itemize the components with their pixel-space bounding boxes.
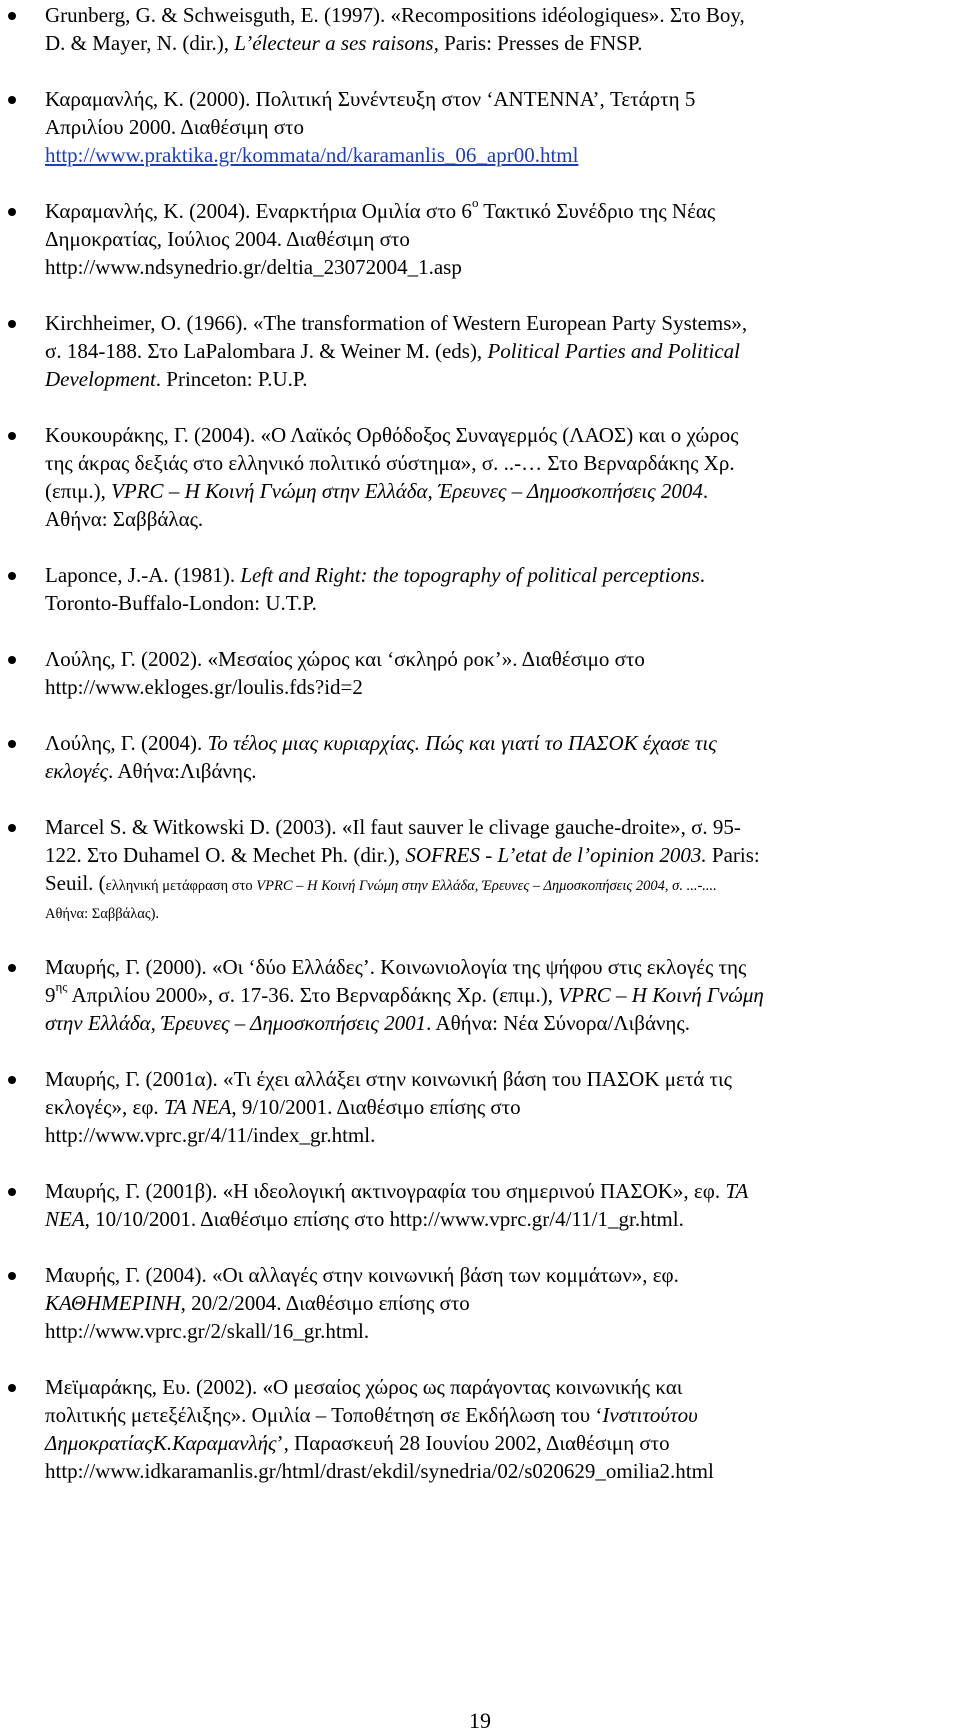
reference-line bbox=[45, 644, 935, 675]
reference-text: SOFRES - L’etat de l’opinion 2003. bbox=[405, 843, 707, 867]
reference-text: Καραμανλής, Κ. (2004). Εναρκτήρια Ομιλία στο 6 bbox=[45, 199, 472, 223]
reference-text: Development bbox=[45, 367, 156, 391]
bullet-icon bbox=[8, 572, 16, 580]
reference-line bbox=[45, 728, 935, 759]
reference-text: , 10/10/2001. Διαθέσιμο επίσης στο http://www.vprc.gr/4/11/1_gr.html. bbox=[84, 1207, 684, 1231]
reference-text: Απριλίου 2000», σ. 17-36. Στο Βερναρδάκης Χρ. (επιμ.), bbox=[67, 983, 559, 1007]
reference-text: στην Ελλάδα, Έρευνες – Δημοσκοπήσεις 2001 bbox=[45, 1011, 427, 1035]
reference-text: Paris: bbox=[706, 843, 760, 867]
reference-text: , 20/2/2004. Διαθέσιμο επίσης στο bbox=[180, 1291, 470, 1315]
reference-text: Left and Right: the topography of political perceptions bbox=[240, 563, 700, 587]
reference-text: ΝΕΑ bbox=[45, 1207, 85, 1231]
reference-line bbox=[45, 224, 935, 255]
reference-text: http://www.ekloges.gr/loulis.fds?id=2 bbox=[45, 675, 363, 699]
reference-text: Λούλης, Γ. (2002). «Μεσαίος χώρος και ‘σκληρό ροκ’». Διαθέσιμο στο bbox=[45, 647, 645, 671]
reference-text: ης bbox=[55, 979, 68, 994]
reference-text: http://www.ndsynedrio.gr/deltia_23072004_1.asp bbox=[45, 255, 462, 279]
reference-line bbox=[45, 0, 935, 31]
reference-line bbox=[45, 896, 935, 930]
reference-line bbox=[45, 1316, 935, 1347]
reference-line bbox=[45, 980, 935, 1011]
reference-line bbox=[45, 504, 935, 535]
reference-line bbox=[45, 1400, 935, 1431]
reference-line bbox=[45, 1204, 935, 1235]
reference-text: ΤΑ ΝΕΑ bbox=[163, 1095, 232, 1119]
bullet-icon bbox=[8, 1272, 16, 1280]
reference-line bbox=[45, 252, 935, 283]
reference-text: Το τέλος μιας κυριαρχίας. Πώς και γιατί το ΠΑΣΟΚ έχασε τις bbox=[207, 731, 717, 755]
page-number: 19 bbox=[469, 1708, 491, 1733]
reference-text: Μεϊμαράκης, Ευ. (2002). «Ο μεσαίος χώρος ως παράγοντας κοινωνικής και bbox=[45, 1375, 683, 1399]
reference-text: VPRC – Η Κοινή Γνώμη στην Ελλάδα, Έρευνες – Δημοσκοπήσεις 2004 bbox=[111, 479, 703, 503]
reference-text: Κουκουράκης, Γ. (2004). «Ο Λαϊκός Ορθόδοξος Συναγερμός (ΛΑΟΣ) και ο χώρος bbox=[45, 423, 739, 447]
reference-text: Μαυρής, Γ. (2001β). «Η ιδεολογική ακτινογραφία του σημερινού ΠΑΣΟΚ», εφ. bbox=[45, 1179, 726, 1203]
reference-text: πολιτικής μετεξέλιξης». Ομιλία – Τοποθέτηση σε Εκδήλωση του ‘ bbox=[45, 1403, 603, 1427]
reference-line bbox=[45, 140, 935, 171]
reference-line bbox=[45, 1120, 935, 1151]
reference-text: http://www.vprc.gr/2/skall/16_gr.html. bbox=[45, 1319, 370, 1343]
bullet-icon bbox=[8, 432, 16, 440]
reference-text: Grunberg, G. & Schweisguth, E. (1997). «Recompositions idéologiques». Στο Boy, bbox=[45, 3, 745, 27]
reference-link[interactable]: http://www.praktika.gr/kommata/nd/karamanlis_06_apr00.html bbox=[45, 143, 579, 167]
reference-text: , 9/10/2001. Διαθέσιμο επίσης στο bbox=[231, 1095, 521, 1119]
bullet-icon bbox=[8, 824, 16, 832]
reference-text: ΔημοκρατίαςΚ.Καραμανλής bbox=[45, 1431, 277, 1455]
reference-text: Καραμανλής, Κ. (2000). Πολιτική Συνέντευξη στον ‘ANTENNA’, Τετάρτη 5 bbox=[45, 87, 696, 111]
reference-line bbox=[45, 812, 935, 843]
reference-line bbox=[45, 112, 935, 143]
reference-text: Δημοκρατίας, Ιούλιος 2004. Διαθέσιμη στο bbox=[45, 227, 410, 251]
reference-line bbox=[45, 1064, 935, 1095]
reference-text: της άκρας δεξιάς στο ελληνικό πολιτικό σύστημα», σ. ..-… Στο Βερναρδάκης Χρ. bbox=[45, 451, 735, 475]
reference-text: . Princeton: P.U.P. bbox=[155, 367, 308, 391]
reference-text: ΤΑ bbox=[725, 1179, 749, 1203]
reference-line bbox=[45, 840, 935, 871]
reference-text: Μαυρής, Γ. (2000). «Οι ‘δύο Ελλάδες’. Κοινωνιολογία της ψήφου στις εκλογές της bbox=[45, 955, 747, 979]
reference-text: . bbox=[699, 563, 706, 587]
reference-text: ΚΑΘΗΜΕΡΙΝΗ bbox=[45, 1291, 181, 1315]
reference-line bbox=[45, 476, 935, 507]
reference-line bbox=[45, 672, 935, 703]
reference-line bbox=[45, 448, 935, 479]
reference-text: Λούλης, Γ. (2004). bbox=[45, 731, 208, 755]
reference-text: Political Parties and Political bbox=[487, 339, 740, 363]
bullet-icon bbox=[8, 740, 16, 748]
reference-line bbox=[45, 1288, 935, 1319]
reference-text: 9 bbox=[45, 983, 56, 1007]
reference-text: Απριλίου 2000. Διαθέσιμη στο bbox=[45, 115, 304, 139]
reference-text: Μαυρής, Γ. (2004). «Οι αλλαγές στην κοινωνική βάση των κομμάτων», εφ. bbox=[45, 1263, 679, 1287]
reference-line bbox=[45, 1260, 935, 1291]
bullet-icon bbox=[8, 1188, 16, 1196]
reference-text: ο bbox=[471, 195, 479, 210]
reference-text: . Αθήνα:Λιβάνης. bbox=[108, 759, 257, 783]
reference-text: 122. Στο Duhamel O. & Mechet Ph. (dir.), bbox=[45, 843, 406, 867]
reference-line bbox=[45, 560, 935, 591]
reference-text: . bbox=[702, 479, 709, 503]
reference-line bbox=[45, 84, 935, 115]
reference-text: Toronto-Buffalo-London: U.T.P. bbox=[45, 591, 317, 615]
bullet-icon bbox=[8, 12, 16, 20]
reference-text: Laponce, J.-A. (1981). bbox=[45, 563, 241, 587]
reference-text: L’électeur a ses raisons, bbox=[234, 31, 439, 55]
reference-text: Τακτικό Συνέδριο της Νέας bbox=[478, 199, 716, 223]
reference-text: http://www.idkaramanlis.gr/html/drast/ekdil/synedria/02/s020629_omilia2.html bbox=[45, 1459, 714, 1483]
reference-line bbox=[45, 756, 935, 787]
reference-text: ’, Παρασκευή 28 Ιουνίου 2002, Διαθέσιμη στο bbox=[276, 1431, 670, 1455]
reference-text: D. & Mayer, N. (dir.), bbox=[45, 31, 235, 55]
reference-text: εκλογές bbox=[45, 759, 109, 783]
reference-line bbox=[45, 1176, 935, 1207]
bullet-icon bbox=[8, 964, 16, 972]
reference-line bbox=[45, 1456, 935, 1487]
reference-text: Marcel S. & Witkowski D. (2003). «Il faut sauver le clivage gauche-droite», σ. 95- bbox=[45, 815, 741, 839]
reference-text: ελληνική μετάφραση στο bbox=[105, 878, 257, 894]
reference-line bbox=[45, 1428, 935, 1459]
reference-text: Ινστιτούτου bbox=[602, 1403, 698, 1427]
reference-line bbox=[45, 336, 935, 367]
reference-line bbox=[45, 308, 935, 339]
reference-text: Seuil. ( bbox=[45, 871, 106, 895]
reference-line bbox=[45, 420, 935, 451]
bullet-icon bbox=[8, 96, 16, 104]
reference-line bbox=[45, 196, 935, 227]
reference-line bbox=[45, 952, 935, 983]
reference-text: VPRC – Η Κοινή Γνώμη bbox=[558, 983, 764, 1007]
reference-text: . Αθήνα: Νέα Σύνορα/Λιβάνης. bbox=[426, 1011, 690, 1035]
reference-text: VPRC – Η Κοινή Γνώμη στην Ελλάδα, Έρευνες – Δημοσκοπήσεις 2004, σ. ...-.... bbox=[256, 878, 717, 894]
reference-text: σ. 184-188. Στο LaPalombara J. & Weiner M. (eds), bbox=[45, 339, 488, 363]
reference-text: (επιμ.), bbox=[45, 479, 112, 503]
reference-text: Paris: Presses de FNSP. bbox=[438, 31, 643, 55]
reference-text: Αθήνα: Σαββάλας. bbox=[45, 507, 204, 531]
reference-text: Kirchheimer, O. (1966). «The transformation of Western European Party Systems», bbox=[45, 311, 748, 335]
reference-line bbox=[45, 1092, 935, 1123]
reference-text: http://www.vprc.gr/4/11/index_gr.html. bbox=[45, 1123, 376, 1147]
bullet-icon bbox=[8, 208, 16, 216]
bullet-icon bbox=[8, 1076, 16, 1084]
reference-line bbox=[45, 588, 935, 619]
reference-line bbox=[45, 1008, 935, 1039]
bullet-icon bbox=[8, 656, 16, 664]
reference-text: Αθήνα: Σαββάλας). bbox=[45, 906, 160, 922]
bullet-icon bbox=[8, 320, 16, 328]
reference-text: Μαυρής, Γ. (2001α). «Τι έχει αλλάξει στην κοινωνική βάση του ΠΑΣΟΚ μετά τις bbox=[45, 1067, 732, 1091]
reference-text: εκλογές», εφ. bbox=[45, 1095, 164, 1119]
reference-line bbox=[45, 28, 935, 59]
reference-line bbox=[45, 364, 935, 395]
reference-line bbox=[45, 1372, 935, 1403]
bullet-icon bbox=[8, 1384, 16, 1392]
